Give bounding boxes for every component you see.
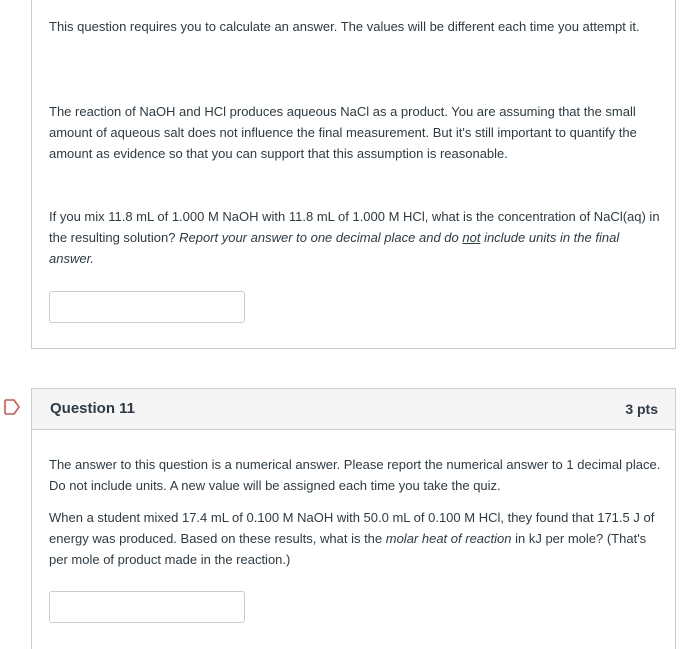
q10-context: The reaction of NaOH and HCl produces aqueous NaCl as a product. You are assuming that the small amount of aqueous salt does not influence the final measurement. But it's still important to quantify the amount as evidence so that you can support that this assumption is reasonable. — [49, 104, 637, 161]
q10-prompt-main: If you mix 11.8 mL of 1.000 M NaOH with 11.8 mL of 1.000 M HCl, what is the concentration of NaCl(aq) in the resulting solution? — [49, 209, 660, 245]
question-11-header — [32, 389, 675, 430]
q10-intro: This question requires you to calculate an answer. The values will be different each time you attempt it. — [49, 19, 640, 34]
q11-answer-input[interactable] — [49, 591, 245, 623]
q10-answer-input[interactable] — [49, 291, 245, 323]
q11-body: When a student mixed 17.4 mL of 0.100 M NaOH with 50.0 mL of 0.100 M HCl, they found that 171.5 J of energy was produced. Based on these results, what is the molar heat of reaction in kJ per mole? (That's per mole of product made in the reaction.) — [49, 510, 655, 567]
q10-prompt — [49, 206, 664, 269]
q10-prompt-instructions: Report your answer to one decimal place and do not include units in the final answer. — [49, 230, 620, 266]
q11-body-emphasis: molar heat of reaction — [385, 531, 512, 546]
question-title: Question 11 — [50, 400, 136, 417]
flag-outline-icon[interactable] — [3, 399, 21, 415]
question-points: 3 pts — [625, 401, 658, 417]
q11-instructions: The answer to this question is a numerical answer. Please report the numerical answer to 1 decimal place. Do not include units. A new value will be assigned each time you take the quiz. — [49, 457, 661, 493]
